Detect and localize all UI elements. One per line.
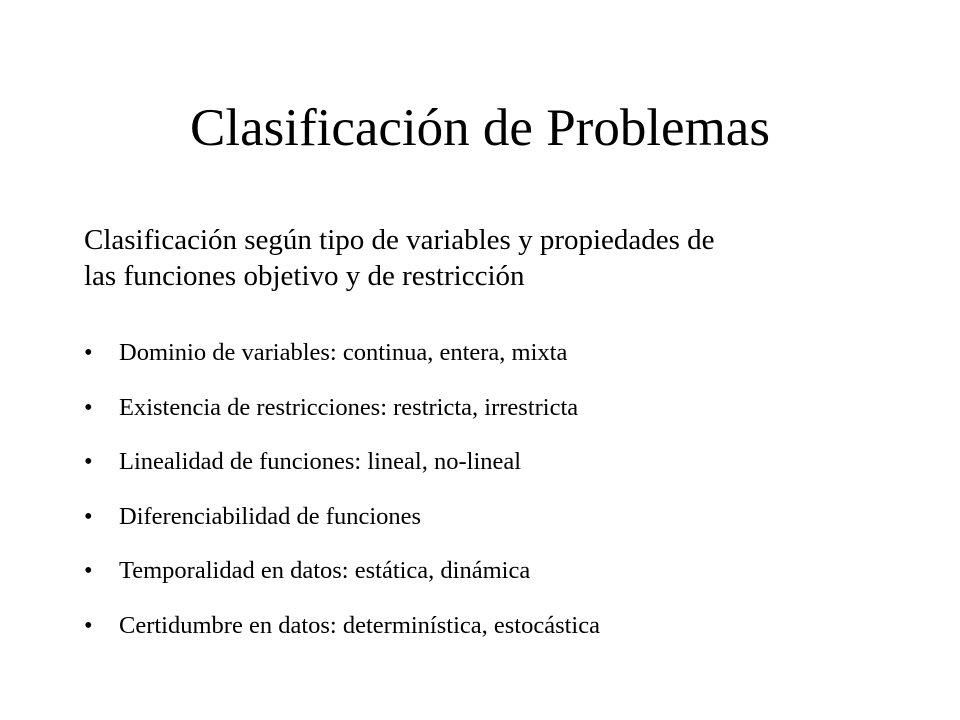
bullet-item-dominio: [84, 336, 884, 391]
subtitle-line-2: las funciones objetivo y de restricción: [84, 260, 525, 292]
bullet-dot-icon: •: [84, 502, 93, 530]
bullet-text: Dominio de variables: continua, entera, mixta: [119, 339, 568, 366]
bullet-item-temporalidad: [84, 554, 884, 609]
bullet-item-linealidad: [84, 445, 884, 500]
bullet-text: Diferenciabilidad de funciones: [119, 502, 422, 530]
bullet-text: Temporalidad en datos: estática, dinámica: [119, 557, 531, 584]
slide-subtitle: [84, 222, 864, 294]
bullet-dot-icon: •: [84, 339, 93, 366]
bullet-item-certidumbre: [84, 609, 884, 664]
bullet-dot-icon: •: [84, 393, 93, 421]
bullet-text: Certidumbre en datos: determinística, estocástica: [119, 611, 600, 639]
bullet-dot-icon: •: [84, 611, 93, 639]
bullet-list: [84, 336, 884, 663]
subtitle-line-1: Clasificación según tipo de variables y propiedades de: [84, 224, 715, 256]
bullet-text: Existencia de restricciones: restricta, irrestricta: [119, 393, 579, 421]
bullet-item-existencia: [84, 391, 884, 446]
bullet-dot-icon: •: [84, 448, 93, 475]
bullet-dot-icon: •: [84, 557, 93, 584]
bullet-text: Linealidad de funciones: lineal, no-lineal: [119, 448, 522, 475]
slide-title: Clasificación de Problemas: [190, 99, 770, 157]
bullet-item-diferenciabilidad: [84, 500, 884, 555]
